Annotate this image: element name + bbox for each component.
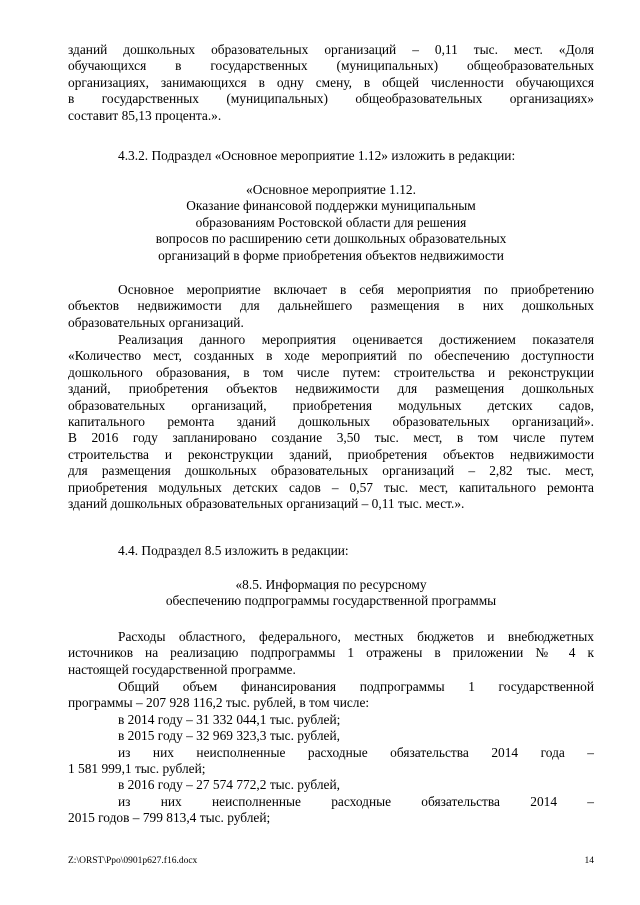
- text-line: образовательных организаций.: [68, 314, 244, 330]
- section-4-4: [68, 543, 594, 559]
- text-line: капитального ремонта зданий дошкольных образовательных организаций».: [68, 414, 594, 430]
- text-line: приобретения модульных детских садов – 0,57 тыс. мест, капитального ремонта: [68, 479, 594, 495]
- text-line: Общий объем финансирования подпрограммы 1 государственной: [118, 679, 594, 694]
- heading-line: образованиям Ростовской области для решения: [195, 214, 467, 230]
- text-line: Основное мероприятие включает в себя мероприятия по приобретению: [118, 282, 594, 297]
- heading-main-measure-1-12: [68, 182, 594, 264]
- heading-line: «Основное мероприятие 1.12.: [246, 182, 416, 197]
- paragraph-continuation: [68, 42, 594, 124]
- text-line: обучающихся в государственных (муниципальных) общеобразовательных: [68, 58, 594, 74]
- text-line: из них неисполненные расходные обязательства 2014 года –: [118, 744, 594, 760]
- text-line: из них неисполненные расходные обязательства 2014 –: [118, 793, 594, 809]
- text-line: дошкольного образования, в том числе путем: строительства и реконструкции: [68, 364, 594, 380]
- text-line: организациях, занимающихся в одну смену, в общей численности обучающихся: [68, 74, 594, 90]
- text-line: объектов недвижимости для дальнейшего размещения в них дошкольных: [68, 298, 594, 314]
- text-line: в 2016 году – 27 574 772,2 тыс. рублей,: [118, 777, 340, 793]
- heading-line: обеспечению подпрограммы государственной программы: [165, 593, 497, 609]
- text-line: В 2016 году запланировано создание 3,50 тыс. мест, в том числе путем: [68, 430, 594, 446]
- text-line: строительства и реконструкции зданий, приобретения объектов недвижимости: [68, 446, 594, 462]
- paragraph-financing: [68, 679, 594, 827]
- section-4-3-2: [68, 148, 594, 164]
- text-line: «Количество мест, созданных в ходе мероприятий по обеспечению доступности: [68, 348, 594, 364]
- text-line: в 2015 году – 32 969 323,3 тыс. рублей,: [118, 728, 340, 744]
- text-line: в государственных (муниципальных) общеобразовательных организациях»: [68, 91, 594, 107]
- text-line: в 2014 году – 31 332 044,1 тыс. рублей;: [118, 711, 341, 727]
- text-line: Расходы областного, федерального, местных бюджетов и внебюджетных: [118, 629, 594, 644]
- text-line: зданий, приобретения объектов недвижимости для размещения дошкольных: [68, 381, 594, 397]
- text-line: источников на реализацию подпрограммы 1 отражены в приложении № 4 к: [68, 645, 594, 661]
- text-line: программы – 207 928 116,2 тыс. рублей, в том числе:: [68, 695, 370, 711]
- text-line: образовательных организаций, приобретения модульных детских садов,: [68, 397, 594, 413]
- heading-line: организаций в форме приобретения объектов недвижимости: [158, 247, 504, 263]
- text-line: 1 581 999,1 тыс. рублей;: [68, 761, 206, 777]
- text-line: 4.4. Подраздел 8.5 изложить в редакции:: [118, 543, 349, 558]
- text-line: для размещения дошкольных образовательных организаций – 2,82 тыс. мест,: [68, 463, 594, 479]
- text-line: 4.3.2. Подраздел «Основное мероприятие 1.12» изложить в редакции:: [118, 148, 516, 163]
- paragraph-indicator: [68, 332, 594, 512]
- text-line: Реализация данного мероприятия оценивается достижением показателя: [118, 332, 594, 347]
- text-line: зданий дошкольных образовательных организаций – 0,11 тыс. мест. «Доля: [68, 42, 594, 57]
- text-line: зданий дошкольных образовательных организаций – 0,11 тыс. мест.».: [68, 496, 465, 512]
- heading-section-8-5: [68, 577, 594, 610]
- paragraph-measure-description: [68, 282, 594, 331]
- file-path: Z:\ORST\Ppo\0901p627.f16.docx: [68, 856, 198, 866]
- page-footer: [68, 855, 594, 867]
- page-number: 14: [584, 856, 594, 866]
- heading-line: вопросов по расширению сети дошкольных образовательных: [155, 231, 507, 247]
- text-line: настоящей государственной программе.: [68, 661, 296, 677]
- heading-line: Оказание финансовой поддержки муниципальным: [186, 198, 476, 214]
- heading-line: «8.5. Информация по ресурсному: [235, 577, 427, 592]
- text-line: составит 85,13 процента.».: [68, 107, 222, 123]
- paragraph-expenses: [68, 629, 594, 678]
- text-line: 2015 годов – 799 813,4 тыс. рублей;: [68, 810, 271, 826]
